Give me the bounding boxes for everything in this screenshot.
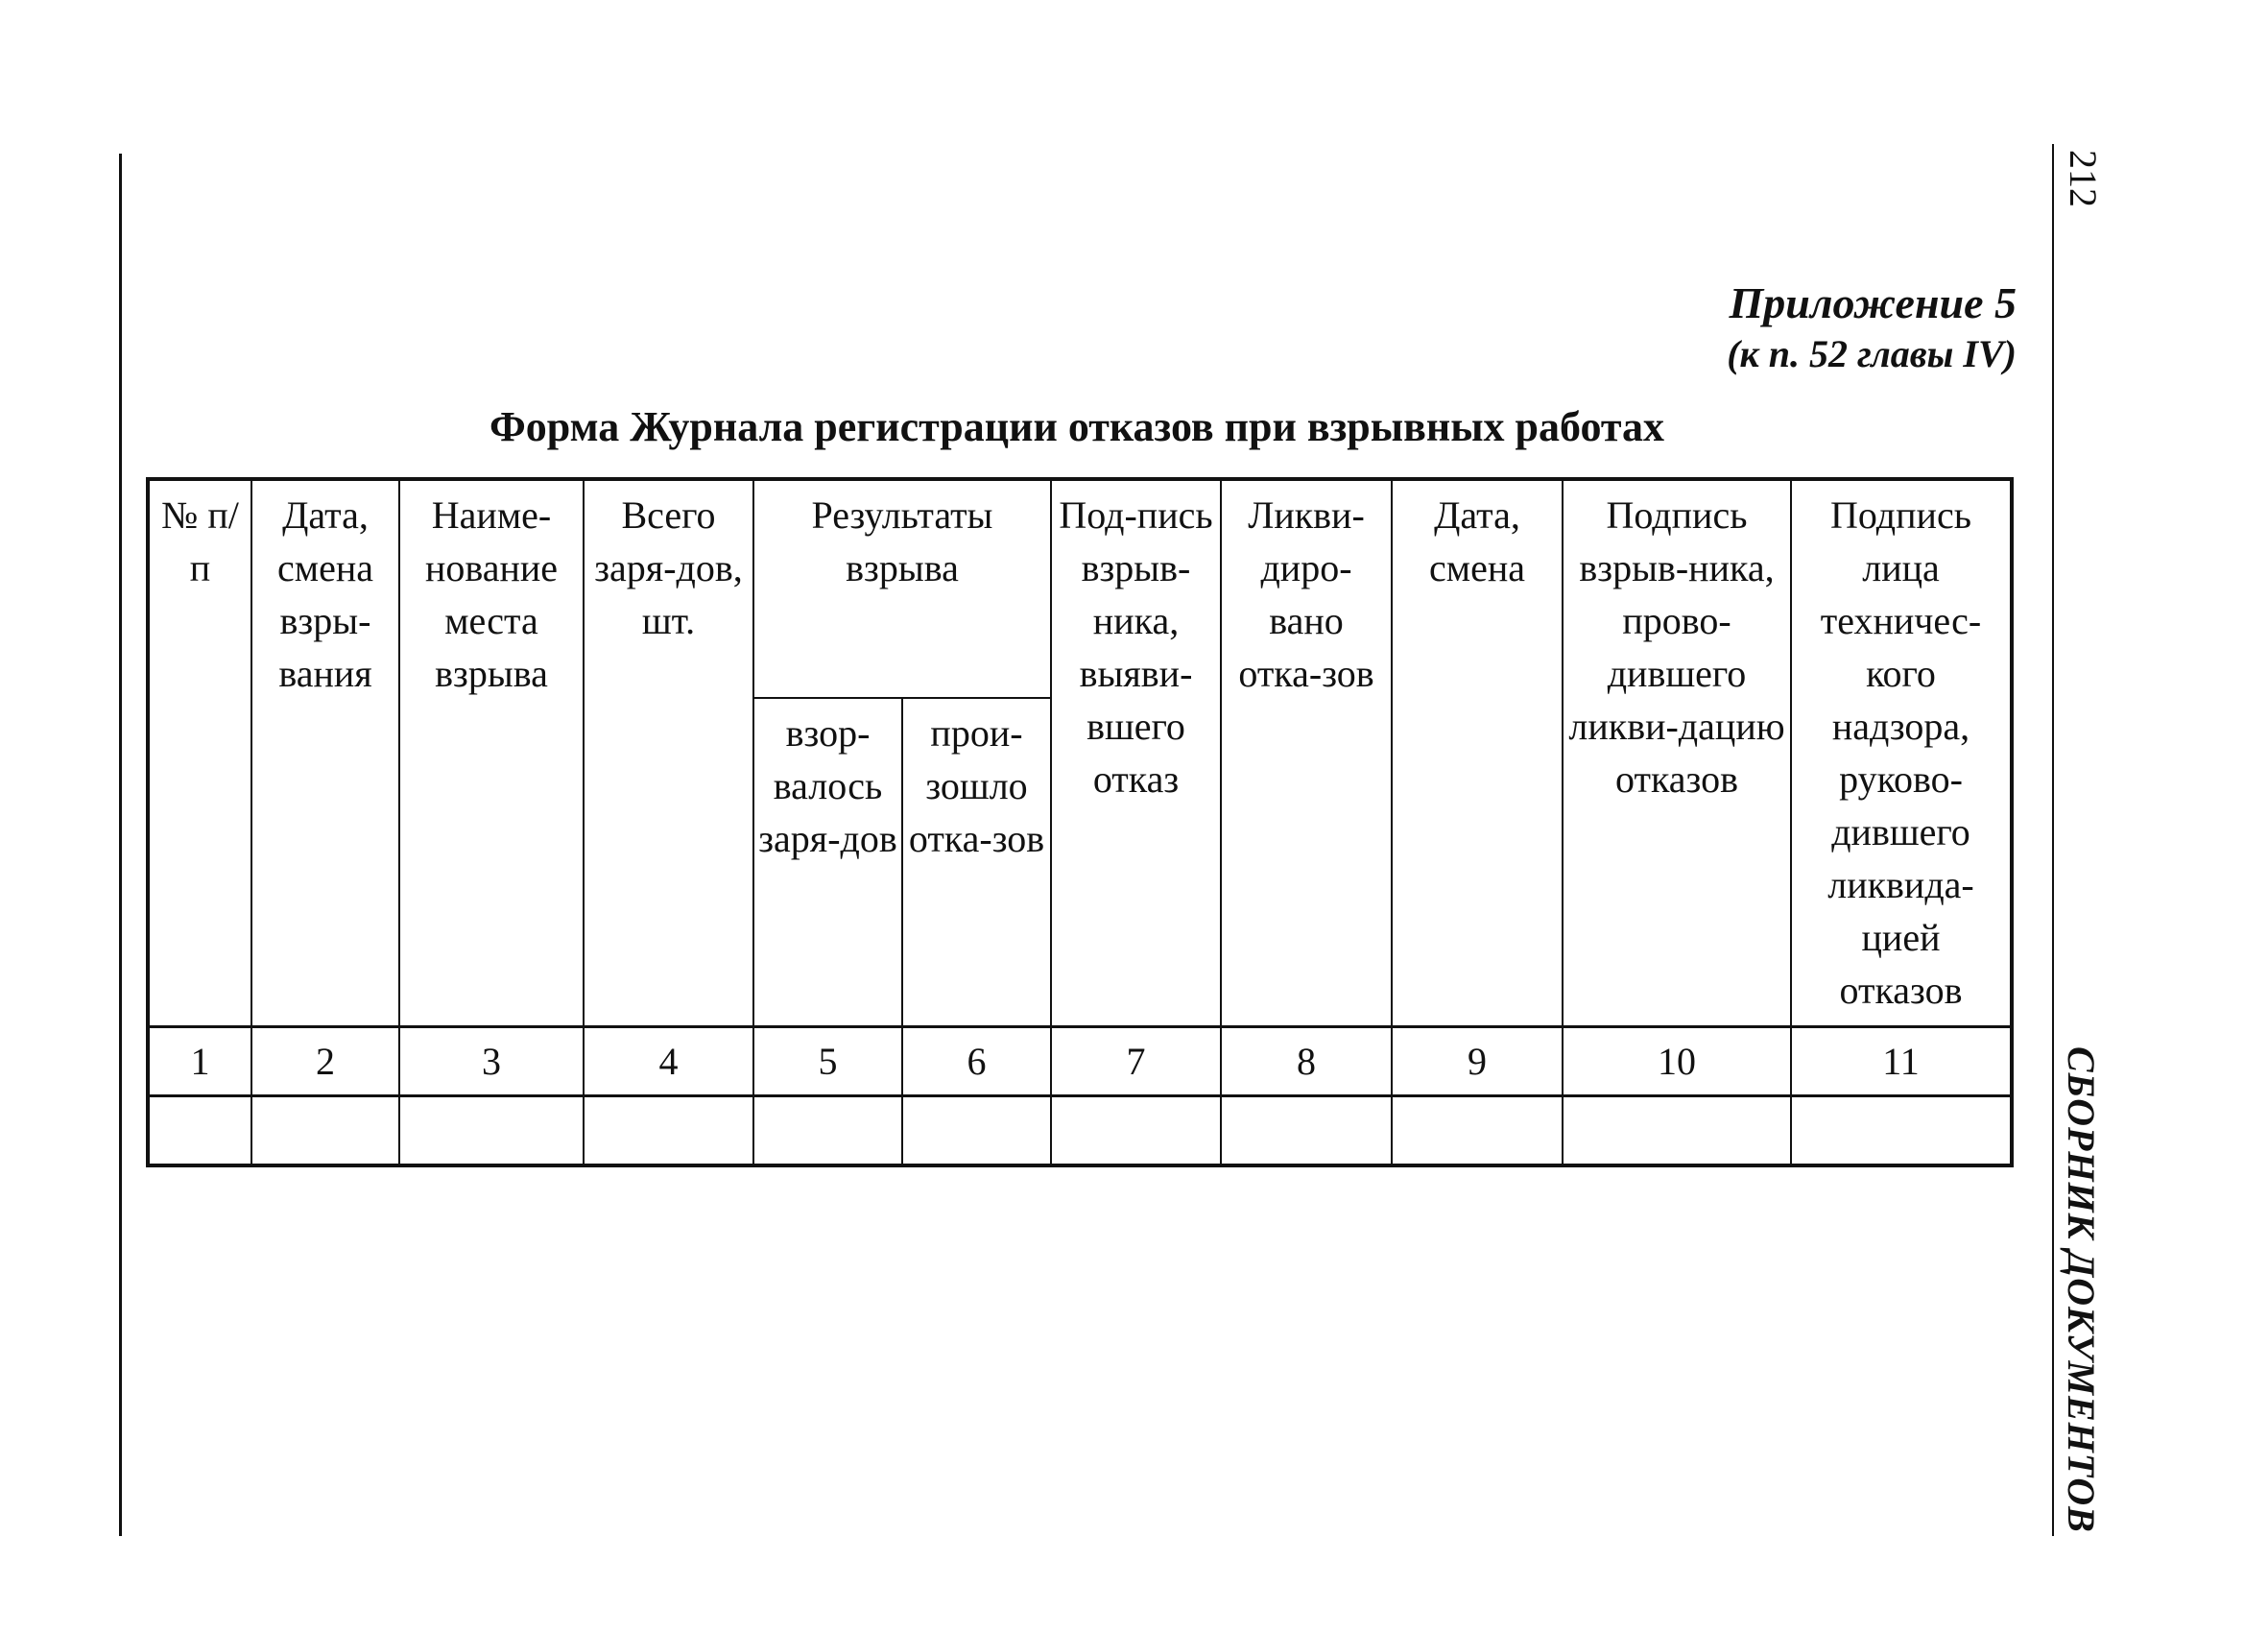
- column-number: 7: [1051, 1026, 1221, 1095]
- empty-cell: [1221, 1095, 1392, 1165]
- empty-cell: [1392, 1095, 1563, 1165]
- header-cell-supervisor-signature: Подпись лица техничес-кого надзора, руково-дившего ликвида-цией отказов: [1791, 479, 2012, 1026]
- column-number: 2: [251, 1026, 399, 1095]
- column-number: 9: [1392, 1026, 1563, 1095]
- empty-cell: [753, 1095, 902, 1165]
- empty-cell: [148, 1095, 251, 1165]
- header-cell-date-shift: Дата, смена: [1392, 479, 1563, 1026]
- header-cell-failures-occurred: прои-зошло отка-зов: [902, 698, 1051, 1026]
- left-margin-rule: [119, 154, 122, 1536]
- form-title: Форма Журнала регистрации отказов при взрывных работах: [489, 403, 1665, 450]
- empty-cell: [1051, 1095, 1221, 1165]
- column-number: 8: [1221, 1026, 1392, 1095]
- header-row: [148, 479, 2012, 698]
- empty-cell: [902, 1095, 1051, 1165]
- column-number: 10: [1563, 1026, 1791, 1095]
- empty-entry-row: [148, 1095, 2012, 1165]
- header-cell-total-charges: Всего заря-дов, шт.: [584, 479, 753, 1026]
- header-cell-charges-exploded: взор-валось заря-дов: [753, 698, 902, 1026]
- column-number: 5: [753, 1026, 902, 1095]
- empty-cell: [251, 1095, 399, 1165]
- empty-cell: [584, 1095, 753, 1165]
- column-number: 4: [584, 1026, 753, 1095]
- header-cell-blast-site-name: Наиме-нование места взрыва: [399, 479, 584, 1026]
- column-number: 11: [1791, 1026, 2012, 1095]
- header-cell-blast-results: Результаты взрыва: [753, 479, 1051, 698]
- appendix-reference: (к п. 52 главы IV): [1727, 332, 2017, 375]
- column-number: 3: [399, 1026, 584, 1095]
- header-cell-blast-date-shift: Дата, смена взры-вания: [251, 479, 399, 1026]
- page-number: 212: [2062, 150, 2105, 207]
- column-number: 1: [148, 1026, 251, 1095]
- empty-cell: [1563, 1095, 1791, 1165]
- collection-title: СБОРНИК ДОКУМЕНТОВ: [2060, 1046, 2103, 1533]
- column-number: 6: [902, 1026, 1051, 1095]
- empty-cell: [399, 1095, 584, 1165]
- failure-journal-table: [146, 477, 2014, 1167]
- empty-cell: [1791, 1095, 2012, 1165]
- appendix-title: Приложение 5: [1729, 278, 2017, 327]
- header-cell-failures-eliminated: Ликви-диро-вано отка-зов: [1221, 479, 1392, 1026]
- column-number-row: [148, 1026, 2012, 1095]
- header-cell-number: № п/п: [148, 479, 251, 1026]
- appendix-heading: [1727, 276, 2017, 378]
- header-cell-blaster-signature-detected: Под-пись взрыв-ника, выяви-вшего отказ: [1051, 479, 1221, 1026]
- header-cell-blaster-signature-eliminated: Подпись взрыв-ника, прово-дившего ликви-дацию отказов: [1563, 479, 1791, 1026]
